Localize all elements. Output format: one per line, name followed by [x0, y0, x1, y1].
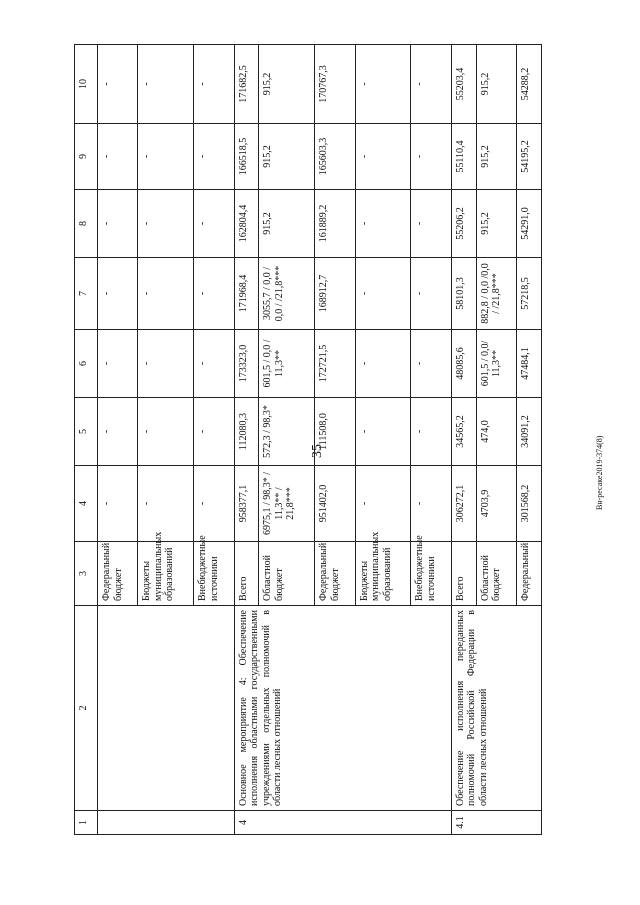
funding-source: Внебюджетные источники	[194, 542, 234, 606]
side-note: Вн-ресаке2019-374(8)	[595, 435, 604, 510]
col-header: 6	[75, 330, 98, 398]
table-row: 4 Основное мероприятие 4: Обеспечение исполнения областными государственными учреждениями отдельных полномочий в области лесных отношений Всего 958377,1 112080,3 173323,0 171968,4 162804,4 166518,5 171682,5	[234, 45, 259, 835]
funding-source: Федеральный	[517, 542, 542, 606]
item-title: Основное мероприятие 4: Обеспечение исполнения областными государственными учреждениями отдельных полномочий в области лесных отношений	[234, 606, 451, 811]
item-number: 4.1	[451, 811, 541, 835]
item-title: Обеспечение исполнения переданных полномочий Российской Федерации в области лесных отношений	[451, 606, 541, 811]
rotated-table-wrapper	[74, 45, 542, 835]
col-header: 4	[75, 466, 98, 542]
table-row: Внебюджетные источники - - - - - - -	[194, 45, 234, 835]
table-row: Бюджеты муниципальных образований - - - - - - -	[138, 45, 194, 835]
table-row: Областной бюджет 6975,1 / 98,3* / 11,3** / 21,8*** 572,3 / 98,3* 601,5 / 0,0 / 11,3** 3055,7 / 0,0 / 0,0 / /21,8*** 915,2 915,2 915,2	[259, 45, 315, 835]
table-row: Федеральный 301568,2 34091,2 47484,1 57218,5 54291,0 54195,2 54288,2	[517, 45, 542, 835]
col-header: 10	[75, 45, 98, 124]
table-row: Федеральный бюджет - - - - - - -	[98, 45, 138, 835]
budget-table	[74, 44, 542, 835]
funding-source: Внебюджетные источники	[411, 542, 451, 606]
header-row	[75, 45, 98, 835]
col-header: 9	[75, 124, 98, 190]
funding-source: Бюджеты муниципальных образований	[138, 542, 194, 606]
funding-source: Областной бюджет	[259, 542, 315, 606]
table-row: Бюджеты муниципальных образований - - - - - - -	[355, 45, 411, 835]
funding-source: Областной бюджет	[476, 542, 516, 606]
funding-source: Федеральный бюджет	[98, 542, 138, 606]
funding-source: Бюджеты муниципальных образований	[355, 542, 411, 606]
col-header: 2	[75, 606, 98, 811]
col-header: 5	[75, 398, 98, 466]
funding-source: Всего	[234, 542, 259, 606]
table-row: Областной бюджет 4703,9 474,0 601,5 / 0,0/ 11,3** 882,8 / 0,0 /0,0 / /21,8*** 915,2 915,2 915,2	[476, 45, 516, 835]
table-row: Внебюджетные источники - - - - - - -	[411, 45, 451, 835]
page-number: 35	[310, 444, 325, 458]
funding-source: Федеральный бюджет	[315, 542, 355, 606]
item-number: 4	[234, 811, 451, 835]
col-header: 1	[75, 811, 98, 835]
table-row: 4.1 Обеспечение исполнения переданных полномочий Российской Федерации в области лесных отношений Всего 306272,1 34565,2 48085,6 58101,3 55206,2 55110,4 55203,4	[451, 45, 476, 835]
col-header: 3	[75, 542, 98, 606]
funding-source: Всего	[451, 542, 476, 606]
col-header: 7	[75, 258, 98, 330]
col-header: 8	[75, 190, 98, 258]
table-row: Федеральный бюджет 951402,0 111508,0 172721,5 168912,7 161889,2 165603,3 170767,3	[315, 45, 355, 835]
